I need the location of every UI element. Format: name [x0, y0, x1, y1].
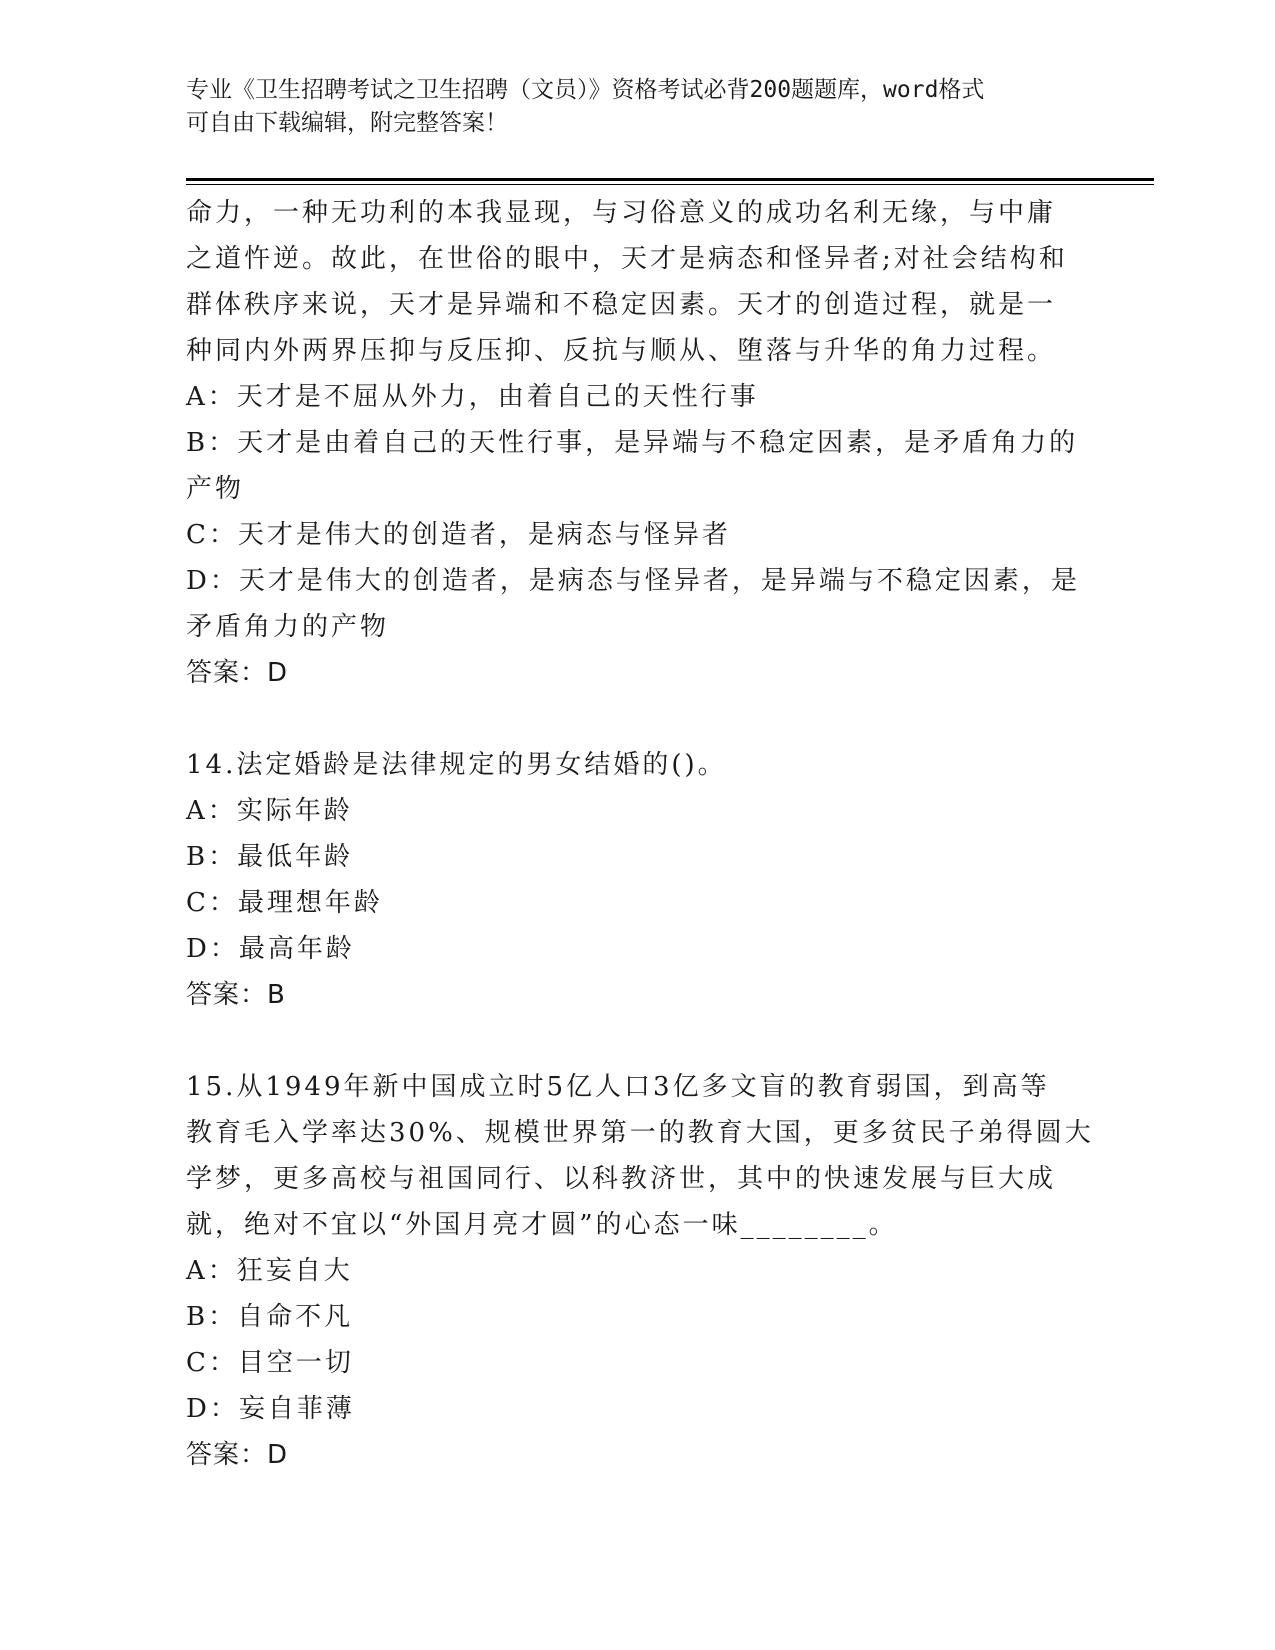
q13-option-d-line-1: D：天才是伟大的创造者，是病态与怪异者，是异端与不稳定因素，是 [186, 566, 1080, 596]
q14-option-c: C：最理想年龄 [186, 888, 383, 918]
q15-stem-line-4: 就，绝对不宜以“外国月亮才圆”的心态一味________。 [186, 1210, 898, 1240]
question-14 [186, 742, 1086, 1018]
q15-stem-line-1: 15.从1949年新中国成立时5亿人口3亿多文盲的教育弱国，到高等 [186, 1072, 1050, 1102]
header-line-2: 可自由下载编辑，附完整答案！ [186, 110, 508, 136]
spacer [186, 696, 1086, 742]
spacer [186, 1018, 1086, 1064]
q15-option-a: A：狂妄自大 [186, 1256, 353, 1286]
q13-passage-line-3: 群体秩序来说，天才是异端和不稳定因素。天才的创造过程，就是一 [186, 290, 1057, 320]
question-13 [186, 190, 1086, 696]
q13-answer: 答案：D [186, 658, 289, 688]
q13-passage-line-4: 种同内外两界压抑与反压抑、反抗与顺从、堕落与升华的角力过程。 [186, 336, 1057, 366]
q15-option-d: D：妄自菲薄 [186, 1394, 355, 1424]
question-15 [186, 1064, 1094, 1478]
q13-passage-line-2: 之道忤逆。故此，在世俗的眼中，天才是病态和怪异者;对社会结构和 [186, 244, 1068, 274]
q14-answer: 答案：B [186, 980, 286, 1010]
header-line-1: 专业《卫生招聘考试之卫生招聘（文员）》资格考试必背200题题库，word格式 [186, 77, 985, 103]
q14-option-d: D：最高年龄 [186, 934, 355, 964]
q13-option-b-line-2: 产物 [186, 474, 245, 504]
q14-option-b: B：最低年龄 [186, 842, 354, 872]
q15-option-b: B：自命不凡 [186, 1302, 354, 1332]
header-rule-thick [186, 178, 1154, 181]
document-body [186, 190, 1094, 1478]
q13-option-b-line-1: B：天才是由着自己的天性行事，是异端与不稳定因素，是矛盾角力的 [186, 428, 1079, 458]
q14-stem: 14.法定婚龄是法律规定的男女结婚的()。 [186, 750, 727, 780]
q13-option-d-line-2: 矛盾角力的产物 [186, 612, 390, 642]
q15-stem-line-3: 学梦，更多高校与祖国同行、以科教济世，其中的快速发展与巨大成 [186, 1164, 1057, 1194]
q15-stem-line-2: 教育毛入学率达30%、规模世界第一的教育大国，更多贫民子弟得圆大 [186, 1118, 1094, 1148]
q14-option-a: A：实际年龄 [186, 796, 353, 826]
document-header [186, 74, 1086, 140]
q15-option-c: C：目空一切 [186, 1348, 354, 1378]
q13-option-c: C：天才是伟大的创造者，是病态与怪异者 [186, 520, 731, 550]
q13-option-a: A：天才是不屈从外力，由着自己的天性行事 [186, 382, 759, 412]
q13-passage-line-1: 命力，一种无功利的本我显现，与习俗意义的成功名利无缘，与中庸 [186, 198, 1057, 228]
header-rule-thin [186, 184, 1154, 185]
q15-answer: 答案：D [186, 1440, 289, 1470]
